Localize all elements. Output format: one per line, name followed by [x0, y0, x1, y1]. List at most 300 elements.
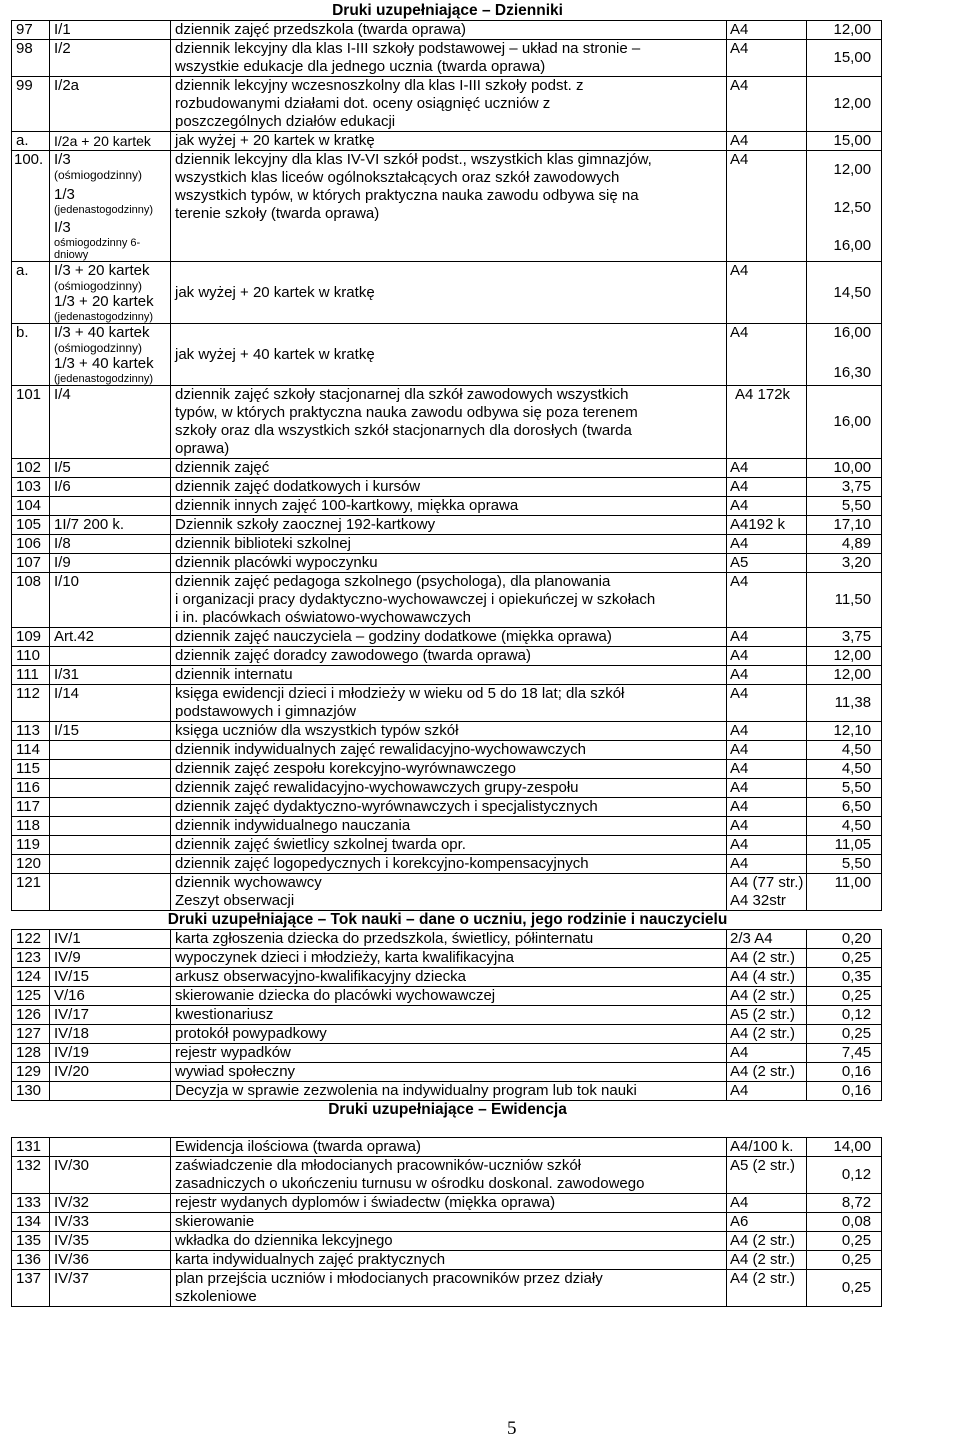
table-row — [12, 1232, 882, 1251]
row-format: A4 — [727, 741, 807, 760]
row-number: 99 — [12, 77, 50, 132]
table-row — [12, 1025, 882, 1044]
row-price: 4,50 — [807, 741, 882, 760]
row-name-line: dziennik zajęć pedagoga szkolnego (psychologa), dla planowania — [175, 573, 611, 590]
row-symbol-line: 1/3 + 40 kartek — [54, 355, 154, 372]
row-number: 118 — [12, 817, 50, 836]
row-symbol: I/2a — [50, 77, 171, 132]
row-symbol-note: (ośmiogodzinny) — [54, 168, 143, 182]
row-price: 0,35 — [807, 968, 882, 987]
row-symbol: I/10 — [50, 573, 171, 628]
row-symbol: IV/17 — [50, 1006, 171, 1025]
row-number: 101 — [12, 386, 50, 459]
row-number: a. — [12, 262, 50, 324]
row-number: 110 — [12, 647, 50, 666]
row-format — [727, 874, 807, 911]
section-header-dzienniki — [12, 2, 882, 21]
row-price: 11,50 — [807, 573, 882, 628]
row-format: A4 (2 str.) — [727, 1025, 807, 1044]
row-price: 0,16 — [807, 1063, 882, 1082]
row-name: karta indywidualnych zajęć praktycznych — [171, 1251, 727, 1270]
row-price: 0,12 — [807, 1006, 882, 1025]
row-symbol: IV/19 — [50, 1044, 171, 1063]
row-name: jak wyżej + 40 kartek w kratkę — [171, 324, 727, 386]
row-symbol: V/16 — [50, 987, 171, 1006]
row-price: 14,50 — [807, 262, 882, 324]
row-price: 11,38 — [807, 685, 882, 722]
section-title: Druki uzupełniające – Ewidencja — [12, 1101, 882, 1138]
table-row — [12, 741, 882, 760]
row-format: A4 (2 str.) — [727, 1063, 807, 1082]
row-format: A4 (2 str.) — [727, 949, 807, 968]
row-symbol: I/4 — [50, 386, 171, 459]
row-name: dziennik indywidualnych zajęć rewalidacyjno-wychowawczych — [171, 741, 727, 760]
row-price-line: 12,50 — [833, 199, 872, 216]
row-format: A4 — [727, 40, 807, 77]
table-row — [12, 535, 882, 554]
row-symbol: 1I/7 200 k. — [50, 516, 171, 535]
row-number: 113 — [12, 722, 50, 741]
table-row — [12, 647, 882, 666]
row-symbol — [50, 760, 171, 779]
row-format: A4 — [727, 836, 807, 855]
table-row — [12, 666, 882, 685]
row-price: 7,45 — [807, 1044, 882, 1063]
table-row — [12, 1082, 882, 1101]
row-symbol — [50, 741, 171, 760]
row-price — [807, 151, 882, 262]
row-number: 127 — [12, 1025, 50, 1044]
row-symbol-note: (jedenastogodzinny) — [54, 311, 154, 323]
table-row — [12, 874, 882, 911]
row-format: A4 (4 str.) — [727, 968, 807, 987]
row-price: 3,75 — [807, 478, 882, 497]
row-format: A4 — [727, 151, 807, 262]
row-price: 4,89 — [807, 535, 882, 554]
table-row — [12, 1157, 882, 1194]
row-name-line: podstawowych i gimnazjów — [175, 703, 356, 720]
row-format: A4 — [727, 132, 807, 151]
row-symbol — [50, 262, 171, 324]
row-number: 108 — [12, 573, 50, 628]
row-number: 114 — [12, 741, 50, 760]
table-row — [12, 21, 882, 40]
table-row — [12, 1251, 882, 1270]
row-symbol: I/2a + 20 kartek — [50, 132, 171, 151]
row-name: protokół powypadkowy — [171, 1025, 727, 1044]
row-name-line: dziennik lekcyjny dla klas IV-VI szkół podst., wszystkich klas gimnazjów, — [175, 151, 652, 168]
row-price: 15,00 — [807, 132, 882, 151]
row-name-line: poszczególnych działów edukacji — [175, 113, 396, 130]
table-row — [12, 1194, 882, 1213]
row-format: A4 — [727, 647, 807, 666]
row-price: 15,00 — [807, 40, 882, 77]
row-symbol: IV/15 — [50, 968, 171, 987]
row-number: 100. — [12, 151, 50, 262]
section-title: Druki uzupełniające – Dzienniki — [12, 2, 882, 21]
row-name-line: wszystkich typów, w których praktyczna nauka zawodu odbywa się na — [175, 187, 639, 204]
row-name: wypoczynek dzieci i młodzieży, karta kwalifikacyjna — [171, 949, 727, 968]
row-number: a. — [12, 132, 50, 151]
row-symbol-line: I/3 — [54, 219, 71, 236]
row-price: 4,50 — [807, 817, 882, 836]
row-name: dziennik zajęć nauczyciela – godziny dodatkowe (miękka oprawa) — [171, 628, 727, 647]
table-row — [12, 516, 882, 535]
row-price: 12,00 — [807, 647, 882, 666]
row-format-line: A4 32str — [730, 892, 786, 909]
row-format: A6 — [727, 1213, 807, 1232]
row-format: A4 — [727, 459, 807, 478]
section-header-ewidencja — [12, 1101, 882, 1138]
row-price: 12,00 — [807, 21, 882, 40]
row-name: dziennik placówki wypoczynku — [171, 554, 727, 573]
row-symbol: Art.42 — [50, 628, 171, 647]
row-number: 115 — [12, 760, 50, 779]
row-symbol: I/5 — [50, 459, 171, 478]
table-row — [12, 836, 882, 855]
row-symbol-line: I/3 + 20 kartek — [54, 262, 150, 279]
row-name-line: terenie szkoły (twarda oprawa) — [175, 205, 380, 222]
row-name-line: i organizacji pracy dydaktyczno-wychowawczej i opiekuńczej w szkołach — [175, 591, 656, 608]
row-format: A4 — [727, 798, 807, 817]
row-name — [171, 386, 727, 459]
table-row — [12, 77, 882, 132]
table-row — [12, 628, 882, 647]
row-price — [807, 324, 882, 386]
row-number: 105 — [12, 516, 50, 535]
table-row — [12, 554, 882, 573]
row-symbol-line: 1/3 + 20 kartek — [54, 293, 154, 310]
row-number: b. — [12, 324, 50, 386]
table-row — [12, 573, 882, 628]
row-name: dziennik zajęć rewalidacyjno-wychowawczych grupy-zespołu — [171, 779, 727, 798]
row-symbol — [50, 817, 171, 836]
row-name-line: i in. placówkach oświatowo-wychowawczych — [175, 609, 471, 626]
row-symbol-line: I/3 + 40 kartek — [54, 324, 150, 341]
row-number: 136 — [12, 1251, 50, 1270]
row-number: 135 — [12, 1232, 50, 1251]
row-format: 2/3 A4 — [727, 930, 807, 949]
row-format: A4 — [727, 478, 807, 497]
row-number: 125 — [12, 987, 50, 1006]
page-number: 5 — [507, 1418, 517, 1439]
row-symbol: IV/9 — [50, 949, 171, 968]
row-number: 103 — [12, 478, 50, 497]
row-number: 109 — [12, 628, 50, 647]
row-price: 0,25 — [807, 1270, 882, 1307]
row-name: jak wyżej + 20 kartek w kratkę — [171, 132, 727, 151]
row-format: A4 — [727, 855, 807, 874]
row-price: 8,72 — [807, 1194, 882, 1213]
row-symbol: I/8 — [50, 535, 171, 554]
row-symbol: I/2 — [50, 40, 171, 77]
table-row — [12, 40, 882, 77]
row-symbol: I/15 — [50, 722, 171, 741]
table-row — [12, 987, 882, 1006]
row-name: arkusz obserwacyjno-kwalifikacyjny dziecka — [171, 968, 727, 987]
row-format: A4 — [727, 817, 807, 836]
row-number: 129 — [12, 1063, 50, 1082]
row-name: karta zgłoszenia dziecka do przedszkola, świetlicy, półinternatu — [171, 930, 727, 949]
table-row — [12, 855, 882, 874]
row-name-line: szkoły oraz dla wszystkich szkół stacjonarnych dla dorosłych (twarda — [175, 422, 632, 439]
row-price: 10,00 — [807, 459, 882, 478]
row-name — [171, 1270, 727, 1307]
table-row — [12, 817, 882, 836]
table-row — [12, 151, 882, 262]
row-symbol-note: (jedenastogodzinny) — [54, 373, 154, 385]
row-name: Ewidencja ilościowa (twarda oprawa) — [171, 1138, 727, 1157]
table-row — [12, 459, 882, 478]
row-price: 0,25 — [807, 1232, 882, 1251]
row-symbol: I/6 — [50, 478, 171, 497]
table-row — [12, 685, 882, 722]
row-format: A4 172k — [727, 386, 807, 459]
row-price: 5,50 — [807, 497, 882, 516]
row-price: 3,75 — [807, 628, 882, 647]
row-name-line: dziennik lekcyjny wczesnoszkolny dla klas I-III szkoły podst. z — [175, 77, 584, 94]
row-format: A4 — [727, 722, 807, 741]
row-number: 111 — [12, 666, 50, 685]
row-number: 123 — [12, 949, 50, 968]
row-price-line: 16,00 — [833, 324, 872, 341]
row-number: 134 — [12, 1213, 50, 1232]
row-price: 17,10 — [807, 516, 882, 535]
row-name: dziennik zajęć świetlicy szkolnej twarda opr. — [171, 836, 727, 855]
row-price: 4,50 — [807, 760, 882, 779]
row-number: 137 — [12, 1270, 50, 1307]
row-symbol — [50, 779, 171, 798]
table-row — [12, 949, 882, 968]
row-name-line: Decyzja w sprawie zezwolenia na indywidualny program lub tok nauki — [175, 1082, 637, 1099]
row-format: A4 — [727, 324, 807, 386]
row-name: rejestr wydanych dyplomów i świadectw (miękka oprawa) — [171, 1194, 727, 1213]
row-name-line: plan przejścia uczniów i młodocianych pracowników przez działy — [175, 1270, 603, 1287]
row-price: 0,25 — [807, 987, 882, 1006]
row-format: A4 — [727, 262, 807, 324]
table-row — [12, 779, 882, 798]
price-table — [11, 2, 882, 1307]
row-format: A5 — [727, 554, 807, 573]
row-number: 102 — [12, 459, 50, 478]
row-number: 121 — [12, 874, 50, 911]
row-symbol: IV/30 — [50, 1157, 171, 1194]
row-symbol: IV/33 — [50, 1213, 171, 1232]
table-row — [12, 930, 882, 949]
row-symbol — [50, 1082, 171, 1101]
row-name-line: zasadniczych o ukończeniu turnusu w ośrodku doskonal. zawodowego — [175, 1175, 645, 1192]
row-format: A4 — [727, 77, 807, 132]
row-name: dziennik zajęć zespołu korekcyjno-wyrównawczego — [171, 760, 727, 779]
row-format: A4 — [727, 497, 807, 516]
row-name: skierowanie dziecka do placówki wychowawczej — [171, 987, 727, 1006]
row-price: 11,05 — [807, 836, 882, 855]
table-row — [12, 132, 882, 151]
row-symbol: I/9 — [50, 554, 171, 573]
table-row — [12, 1063, 882, 1082]
row-price: 5,50 — [807, 855, 882, 874]
table-row — [12, 1006, 882, 1025]
row-number: 130 — [12, 1082, 50, 1101]
table-row — [12, 760, 882, 779]
row-symbol-line: 1/3 — [54, 186, 75, 203]
row-name-line: wszystkie edukacje dla jednego ucznia (twarda oprawa) — [175, 58, 546, 75]
row-format-line: A4 (77 str.) — [730, 874, 804, 891]
row-format: A5 (2 str.) — [727, 1157, 807, 1194]
row-price-line: 16,30 — [833, 364, 872, 381]
row-symbol-note: (jedenastogodzinny) — [54, 204, 154, 216]
row-symbol — [50, 855, 171, 874]
row-symbol: IV/36 — [50, 1251, 171, 1270]
row-number: 116 — [12, 779, 50, 798]
table-row — [12, 722, 882, 741]
row-price: 6,50 — [807, 798, 882, 817]
row-symbol: IV/35 — [50, 1232, 171, 1251]
row-name — [171, 1157, 727, 1194]
table-row — [12, 798, 882, 817]
row-price: 14,00 — [807, 1138, 882, 1157]
table-row — [12, 497, 882, 516]
row-price: 0,16 — [807, 1082, 882, 1101]
row-format: A4 — [727, 1082, 807, 1101]
table-row — [12, 262, 882, 324]
row-symbol-line: I/3 — [54, 151, 71, 168]
row-name-line: księga ewidencji dzieci i młodzieży w wieku od 5 do 18 lat; dla szkół — [175, 685, 625, 702]
row-name: kwestionariusz — [171, 1006, 727, 1025]
row-symbol-note: (ośmiogodzinny) — [54, 341, 143, 355]
row-name: wywiad społeczny — [171, 1063, 727, 1082]
row-price: 0,20 — [807, 930, 882, 949]
row-name: Dziennik szkoły zaocznej 192-kartkowy — [171, 516, 727, 535]
row-name-line: szkoleniowe — [175, 1288, 257, 1305]
row-symbol-note: (ośmiogodzinny) — [54, 279, 143, 293]
row-format: A4 (2 str.) — [727, 987, 807, 1006]
row-format: A4 — [727, 1044, 807, 1063]
row-name-line: rozbudowanymi działami dot. oceny osiągnięć uczniów z — [175, 95, 551, 112]
row-price: 12,10 — [807, 722, 882, 741]
row-number: 122 — [12, 930, 50, 949]
row-price: 0,08 — [807, 1213, 882, 1232]
row-symbol-note: ośmiogodzinny 6-dniowy — [54, 237, 141, 261]
row-name: jak wyżej + 20 kartek w kratkę — [171, 262, 727, 324]
table-row — [12, 324, 882, 386]
row-number: 104 — [12, 497, 50, 516]
row-name: wkładka do dziennika lekcyjnego — [171, 1232, 727, 1251]
table-row — [12, 1138, 882, 1157]
row-symbol: IV/1 — [50, 930, 171, 949]
row-number: 106 — [12, 535, 50, 554]
row-name-line: wszystkich klas liceów ogólnokształcących oraz szkół zawodowych — [175, 169, 620, 186]
row-name: dziennik indywidualnego nauczania — [171, 817, 727, 836]
row-number: 98 — [12, 40, 50, 77]
row-name-line: zaświadczenie dla młodocianych pracowników-uczniów szkół — [175, 1157, 582, 1174]
row-name: dziennik zajęć przedszkola (twarda oprawa) — [171, 21, 727, 40]
row-price-line: 16,00 — [833, 237, 872, 254]
row-format: A4192 k — [727, 516, 807, 535]
row-name: dziennik biblioteki szkolnej — [171, 535, 727, 554]
row-format: A4 (2 str.) — [727, 1232, 807, 1251]
row-name-line: dziennik wychowawcy — [175, 874, 322, 891]
section-header-tok-nauki — [12, 911, 882, 930]
row-number: 119 — [12, 836, 50, 855]
row-format: A4 — [727, 685, 807, 722]
row-number: 133 — [12, 1194, 50, 1213]
row-name: dziennik zajęć logopedycznych i korekcyjno-kompensacyjnych — [171, 855, 727, 874]
row-symbol: IV/20 — [50, 1063, 171, 1082]
row-number: 131 — [12, 1138, 50, 1157]
table-row — [12, 386, 882, 459]
row-symbol — [50, 151, 171, 262]
row-number: 120 — [12, 855, 50, 874]
table-row — [12, 1044, 882, 1063]
row-price: 5,50 — [807, 779, 882, 798]
row-name: rejestr wypadków — [171, 1044, 727, 1063]
row-symbol — [50, 874, 171, 911]
row-format: A4 — [727, 21, 807, 40]
row-symbol: I/1 — [50, 21, 171, 40]
table-row — [12, 478, 882, 497]
row-symbol: IV/37 — [50, 1270, 171, 1307]
row-number: 128 — [12, 1044, 50, 1063]
row-price: 0,25 — [807, 949, 882, 968]
row-name: dziennik internatu — [171, 666, 727, 685]
row-number: 107 — [12, 554, 50, 573]
table-row — [12, 968, 882, 987]
row-name: skierowanie — [171, 1213, 727, 1232]
row-format: A4 — [727, 666, 807, 685]
table-row — [12, 1213, 882, 1232]
row-number: 132 — [12, 1157, 50, 1194]
row-price: 0,25 — [807, 1025, 882, 1044]
row-format: A4/100 k. — [727, 1138, 807, 1157]
row-price: 11,00 — [807, 874, 882, 911]
row-symbol — [50, 1138, 171, 1157]
row-symbol: I/31 — [50, 666, 171, 685]
row-format: A4 — [727, 760, 807, 779]
row-price: 16,00 — [807, 386, 882, 459]
row-name: dziennik zajęć dodatkowych i kursów — [171, 478, 727, 497]
row-name — [171, 40, 727, 77]
row-format: A4 — [727, 535, 807, 554]
row-format: A5 (2 str.) — [727, 1006, 807, 1025]
row-symbol: IV/32 — [50, 1194, 171, 1213]
row-name — [171, 151, 727, 262]
row-format: A4 (2 str.) — [727, 1270, 807, 1307]
row-number: 117 — [12, 798, 50, 817]
row-price-line: 12,00 — [833, 161, 872, 178]
table-row — [12, 1270, 882, 1307]
row-price: 0,12 — [807, 1157, 882, 1194]
row-symbol — [50, 497, 171, 516]
row-number: 124 — [12, 968, 50, 987]
row-name: dziennik zajęć — [171, 459, 727, 478]
row-symbol: IV/18 — [50, 1025, 171, 1044]
row-name — [171, 573, 727, 628]
row-name — [171, 1082, 727, 1101]
row-format: A4 — [727, 573, 807, 628]
row-name-line: dziennik zajęć szkoły stacjonarnej dla szkół zawodowych wszystkich — [175, 386, 629, 403]
row-name-line: typów, w których praktyczna nauka zawodu odbywa się poza terenem — [175, 404, 638, 421]
row-format: A4 — [727, 779, 807, 798]
row-price: 3,20 — [807, 554, 882, 573]
row-name-line: oprawa) — [175, 440, 230, 457]
row-price: 12,00 — [807, 77, 882, 132]
row-symbol — [50, 798, 171, 817]
price-list-document — [11, 2, 881, 1307]
row-number: 126 — [12, 1006, 50, 1025]
row-name: księga uczniów dla wszystkich typów szkół — [171, 722, 727, 741]
row-symbol — [50, 647, 171, 666]
